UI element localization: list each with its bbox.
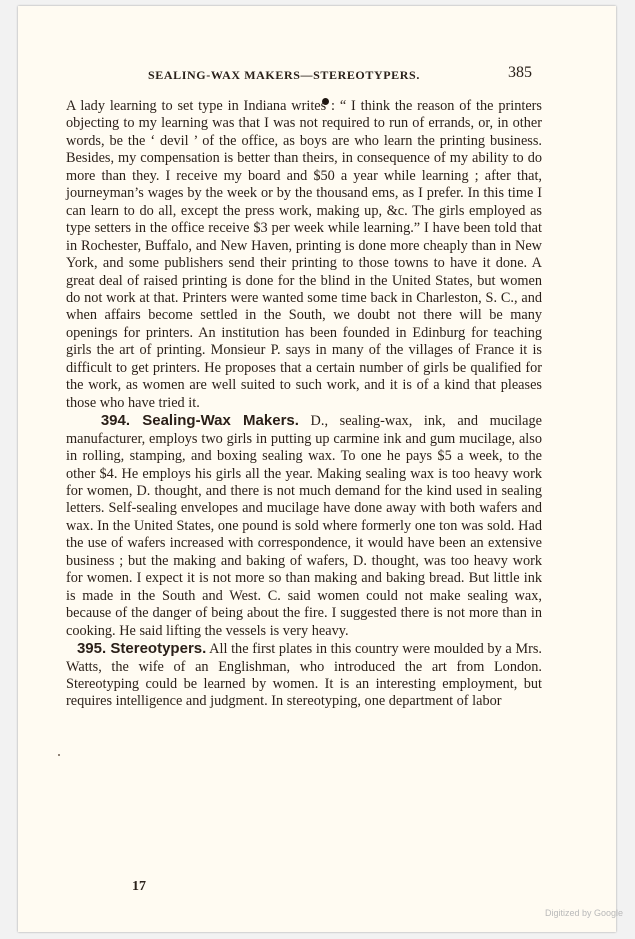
- paragraph-printing: [66, 98, 542, 412]
- ink-speck: [58, 754, 60, 756]
- paragraph-text: A lady learning to set type in Indiana writes : “ I think the reason of the printers objecting to my learning was that I was not required to run of errands, or, in other words, be the ‘ devil ’ of the office, as boys are who learn the printing business. Besides, my compensation is better than theirs, in consequence of my ability to do more than they. I receive my board and $50 a year while learning ; after that, journeyman’s wages by the week or by the thousand ems, as I prefer. In this time I can learn to do all, except the press work, making up, &c. The girls employed as type setters in the office receive $3 per week while learning.” I have been told that in Rochester, Buffalo, and New Haven, printing is done more cheaply than in New York, and some publishers send their printing to those towns to have it done. A great deal of raised printing is done for the blind in the United States, but women do not work at that. Printers were wanted some time back in Charleston, S. C., and when affairs become settled in the South, we doubt not there will be many openings for printers. An institution has been founded in Edinburg for teaching girls the art of printing. Monsieur P. says in many of the villages of France it is difficult to get printers. He proposes that a certain number of girls be qualified for the work, as women are well suited to such work, and it is of a kind that pleases those who have tried it.: [66, 98, 542, 411]
- running-header: SEALING-WAX MAKERS—STEREOTYPERS.: [148, 68, 420, 82]
- signature-mark: 17: [132, 879, 146, 894]
- paragraph-text: D., sealing-wax, ink, and mucilage manufacturer, employs two girls in putting up carmine ink and gum mucilage, also in rolling, stamping, and boxing sealing wax. To one he pays $5 a week, to the other $4. He employs his girls all the year. Making sealing wax is too heavy work for women, D. thought, and there is not much demand for the kind used in sealing letters. Self-sealing envelopes and mucilage have done away with both wafers and wax. In the United States, one pound is sold where formerly one ton was sold. Had the use of wafers increased with correspondence, it would have been an extensive business ; but the making and baking of wafers, D. thought, was too heavy work for women. I expect it is not more so than making and baking bread. But little ink is made in the South and West. C. said women could not make sealing wax, because of the danger of being about the fire. I suggested there is not more than in cooking. He said lifting the vessels is very heavy.: [66, 413, 542, 639]
- book-page: [18, 6, 616, 932]
- section-heading-394: 394. Sealing-Wax Makers.: [100, 412, 299, 430]
- page-number: 385: [508, 64, 532, 81]
- paragraph-text: All the first plates in this country were moulded by a Mrs. Watts, the wife of an Englishman, who introduced the art from London. Stereotyping could be learned by women. It is an interesting employment, but requires intelligence and judgment. In stereotyping, one department of labor: [66, 641, 542, 710]
- body-text: [66, 98, 542, 711]
- digitization-watermark: Digitized by Google: [545, 908, 624, 918]
- paragraph-stereotypers: [66, 640, 542, 711]
- paragraph-sealing-wax: [66, 412, 542, 640]
- section-heading-395: 395. Stereotypers.: [76, 640, 207, 658]
